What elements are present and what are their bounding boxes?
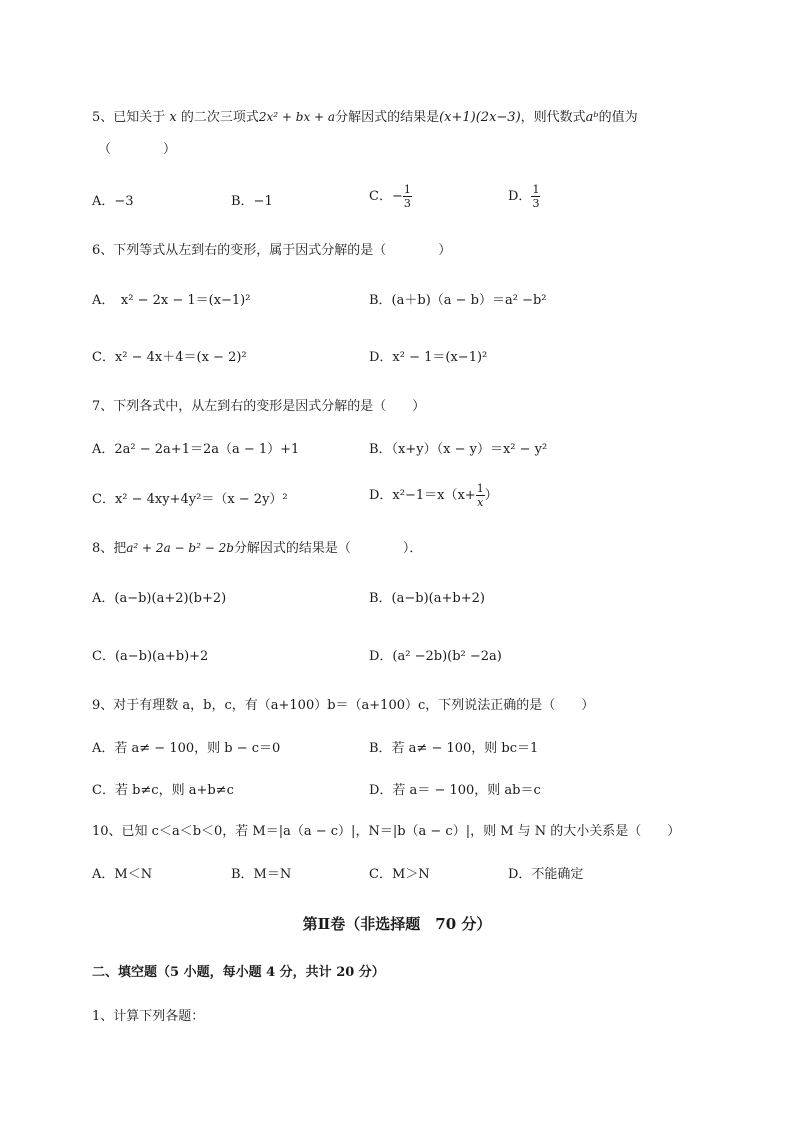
q10-option-b: B．M＝N xyxy=(231,867,292,882)
q6-stem: 6、下列等式从左到右的变形，属于因式分解的是（ ） xyxy=(92,243,452,258)
q8-option-d: D．(a² −2b)(b² −2a) xyxy=(369,649,502,664)
q8-option-c: C．(a−b)(a+b)+2 xyxy=(92,649,209,664)
fraction-numerator: 1 xyxy=(403,183,411,196)
q10-option-a: A．M＜N xyxy=(92,867,153,882)
q9-option-d: D．若 a＝ − 100，则 ab＝c xyxy=(369,783,541,798)
q5-trinomial: 2x² + bx + a xyxy=(258,110,336,124)
q8-expression: a² + 2a − b² − 2b xyxy=(126,541,234,555)
q5-option-c xyxy=(369,184,412,209)
q6-option-c: C．x² − 4x＋4＝(x − 2)² xyxy=(92,350,247,365)
q8-stem-part: 分解因式的结果是（ ）． xyxy=(233,541,423,556)
q5-stem-part: ，则代数式 xyxy=(520,110,586,125)
q5-stem-part: 分解因式的结果是 xyxy=(335,110,440,125)
q9-option-c: C．若 b≠c，则 a+b≠c xyxy=(92,783,234,798)
q10-stem: 10、已知 c＜a＜b＜0，若 M＝|a（a − c）|，N＝|b（a − c）|，则 M 与 N 的大小关系是（ ） xyxy=(92,824,681,839)
q6-option-d: D．x² − 1＝(x−1)² xyxy=(369,350,488,365)
q7-option-d-fraction xyxy=(476,483,485,508)
fraction-denominator: x xyxy=(477,496,484,509)
q9-option-a: A．若 a≠ − 100，则 b − c＝0 xyxy=(92,741,281,756)
q7-option-c: C．x² − 4xy+4y²＝（x − 2y）² xyxy=(92,492,288,507)
q5-stem-part: 的值为 xyxy=(598,110,638,125)
part2-title: 第Ⅱ卷（非选择题 70 分） xyxy=(302,915,492,933)
q7-option-d-end: ） xyxy=(484,488,498,503)
q7-option-a: A．2a² − 2a+1＝2a（a − 1）+1 xyxy=(92,442,300,457)
q6-option-b: B．(a＋b)（a − b）＝a² −b² xyxy=(369,293,547,308)
q7-stem: 7、下列各式中，从左到右的变形是因式分解的是（ ） xyxy=(92,399,426,414)
fraction-numerator: 1 xyxy=(532,183,540,196)
section-fill-in-blank-heading: 二、填空题（5 小题，每小题 4 分，共计 20 分） xyxy=(92,965,385,980)
q5-option-b: B．−1 xyxy=(231,194,273,209)
q7-option-d-label: D．x²−1＝x（x+ xyxy=(369,488,476,503)
q10-option-c: C．M＞N xyxy=(369,867,430,882)
q10-option-d: D．不能确定 xyxy=(508,867,584,882)
q5-variable-x: x xyxy=(169,110,177,125)
q8-option-a: A．(a−b)(a+2)(b+2) xyxy=(92,591,227,606)
q8-stem-part: 8、把 xyxy=(92,541,127,556)
q5-stem-part: 的二次三项式 xyxy=(176,110,259,125)
q6-option-a: A． x² − 2x − 1＝(x−1)² xyxy=(92,293,251,308)
q5-option-d-label: D． xyxy=(508,189,532,204)
q5-option-c-label: C．− xyxy=(369,189,403,204)
fraction-denominator: 3 xyxy=(532,197,540,210)
fill-in-q1-stem: 1、计算下列各题： xyxy=(92,1009,205,1024)
fraction-denominator: 3 xyxy=(403,197,411,210)
q5-option-d-fraction xyxy=(531,184,540,209)
q7-option-d xyxy=(369,483,498,508)
q5-answer-paren: （ ） xyxy=(98,142,177,157)
q5-power-expression: aᵇ xyxy=(585,110,599,125)
q9-stem: 9、对于有理数 a，b，c，有（a+100）b＝（a+100）c，下列说法正确的是（ ） xyxy=(92,698,595,713)
q5-stem-part: 5、已知关于 xyxy=(92,110,170,125)
q8-option-b: B．(a−b)(a+b+2) xyxy=(369,591,485,606)
q9-option-b: B．若 a≠ − 100，则 bc＝1 xyxy=(369,741,539,756)
fraction-numerator: 1 xyxy=(476,482,484,495)
q5-option-c-fraction xyxy=(403,184,412,209)
q5-option-d xyxy=(508,184,540,209)
q5-option-a: A．−3 xyxy=(92,194,134,209)
q5-factored-form: (x+1)(2x−3) xyxy=(439,110,521,125)
q8-stem xyxy=(92,539,422,558)
q5-stem xyxy=(92,108,638,127)
q7-option-b: B．（x+y）（x − y）＝x² − y² xyxy=(369,442,548,457)
